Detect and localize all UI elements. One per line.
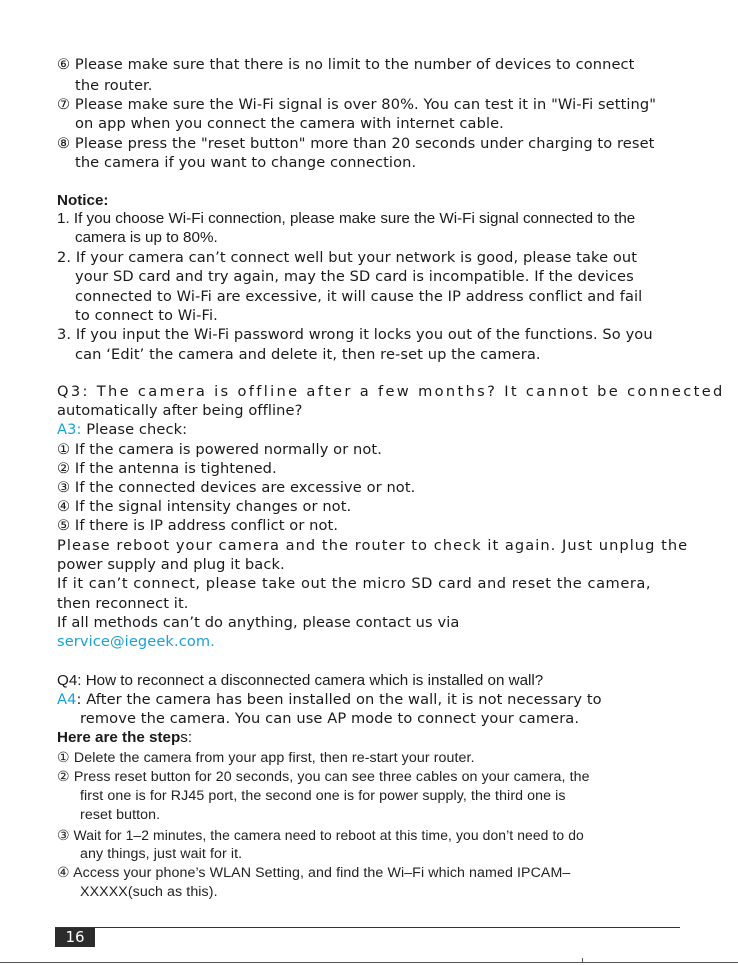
intro-item-8-cont: the camera if you want to change connection. xyxy=(75,154,417,171)
intro-item-6-cont: the router. xyxy=(75,77,153,94)
notice-line: 1. If you choose Wi-Fi connection, please make sure the Wi-Fi signal connected to the xyxy=(57,210,636,227)
q3-question-cont: automatically after being offline? xyxy=(57,402,303,419)
q3-check-item: ① If the camera is powered normally or not. xyxy=(57,441,382,458)
notice-heading: Notice: xyxy=(57,192,109,209)
steps-heading-suffix: s: xyxy=(180,729,193,746)
notice-line: 3. If you input the Wi-Fi password wrong it locks you out of the functions. So you xyxy=(57,326,653,343)
step-item-cont: XXXXX(such as this). xyxy=(80,884,218,900)
step-item-cont: any things, just wait for it. xyxy=(80,846,243,862)
intro-item-7-cont: on app when you connect the camera with internet cable. xyxy=(75,115,504,132)
notice-line: 2. If your camera can’t connect well but your network is good, please take out xyxy=(57,249,638,266)
steps-heading xyxy=(57,728,192,748)
step-item-cont: reset button. xyxy=(80,807,161,823)
q4-answer-text: : After the camera has been installed on the wall, it is not necessary to xyxy=(76,691,602,708)
intro-item-7: ⑦ Please make sure the Wi-Fi signal is over 80%. You can test it in "Wi-Fi setting" xyxy=(57,96,657,113)
notice-line: camera is up to 80%. xyxy=(75,229,218,246)
notice-line: can ‘Edit’ the camera and delete it, then re-set up the camera. xyxy=(75,346,541,363)
q3-check-item: ④ If the signal intensity changes or not. xyxy=(57,498,352,515)
q4-answer-cont: remove the camera. You can use AP mode to connect your camera. xyxy=(80,710,580,727)
q3-paragraph-cont: power supply and plug it back. xyxy=(57,556,285,573)
notice-line: to connect to Wi-Fi. xyxy=(75,307,218,324)
intro-item-8: ⑧ Please press the "reset button" more than 20 seconds under charging to reset xyxy=(57,135,655,152)
crop-mark xyxy=(582,958,583,963)
q4-question: Q4: How to reconnect a disconnected camera which is installed on wall? xyxy=(57,672,544,689)
q3-paragraph: If all methods can’t do anything, please contact us via xyxy=(57,614,460,631)
q4-answer xyxy=(57,690,602,710)
step-item-cont: first one is for RJ45 port, the second one is for power supply, the third one is xyxy=(80,788,566,804)
q3-answer xyxy=(57,420,187,440)
step-item: ④ Access your phone’s WLAN Setting, and find the Wi–Fi which named IPCAM– xyxy=(57,865,571,881)
step-item: ③ Wait for 1–2 minutes, the camera need to reboot at this time, you don’t need to do xyxy=(57,827,584,843)
notice-line: your SD card and try again, may the SD card is incompatible. If the devices xyxy=(75,268,634,285)
q3-check-item: ⑤ If there is IP address conflict or not. xyxy=(57,517,339,534)
intro-item-6: ⑥ Please make sure that there is no limit to the number of devices to connect xyxy=(57,56,635,73)
q3-answer-text: Please check: xyxy=(81,421,188,438)
q3-answer-label: A3: xyxy=(57,421,82,438)
footer-rule xyxy=(55,927,680,928)
q3-paragraph-cont: then reconnect it. xyxy=(57,595,189,612)
q3-check-item: ② If the antenna is tightened. xyxy=(57,460,277,477)
step-item: ① Delete the camera from your app first, then re-start your router. xyxy=(57,750,475,766)
q3-check-item: ③ If the connected devices are excessive or not. xyxy=(57,479,416,496)
notice-line: connected to Wi-Fi are excessive, it will cause the IP address conflict and fail xyxy=(75,288,643,305)
steps-heading-bold: Here are the step xyxy=(57,729,181,746)
bottom-crop-rule xyxy=(0,962,738,963)
q4-answer-label: A4 xyxy=(57,691,77,708)
support-email-link[interactable]: service@iegeek.com. xyxy=(57,633,215,650)
q3-paragraph: If it can’t connect, please take out the micro SD card and reset the camera, xyxy=(57,575,652,592)
q3-question: Q3: The camera is offline after a few months? It cannot be connected xyxy=(57,383,725,400)
page-number: 16 xyxy=(55,928,95,947)
q3-paragraph: Please reboot your camera and the router to check it again. Just unplug the xyxy=(57,537,689,554)
step-item: ② Press reset button for 20 seconds, you can see three cables on your camera, the xyxy=(57,769,590,785)
